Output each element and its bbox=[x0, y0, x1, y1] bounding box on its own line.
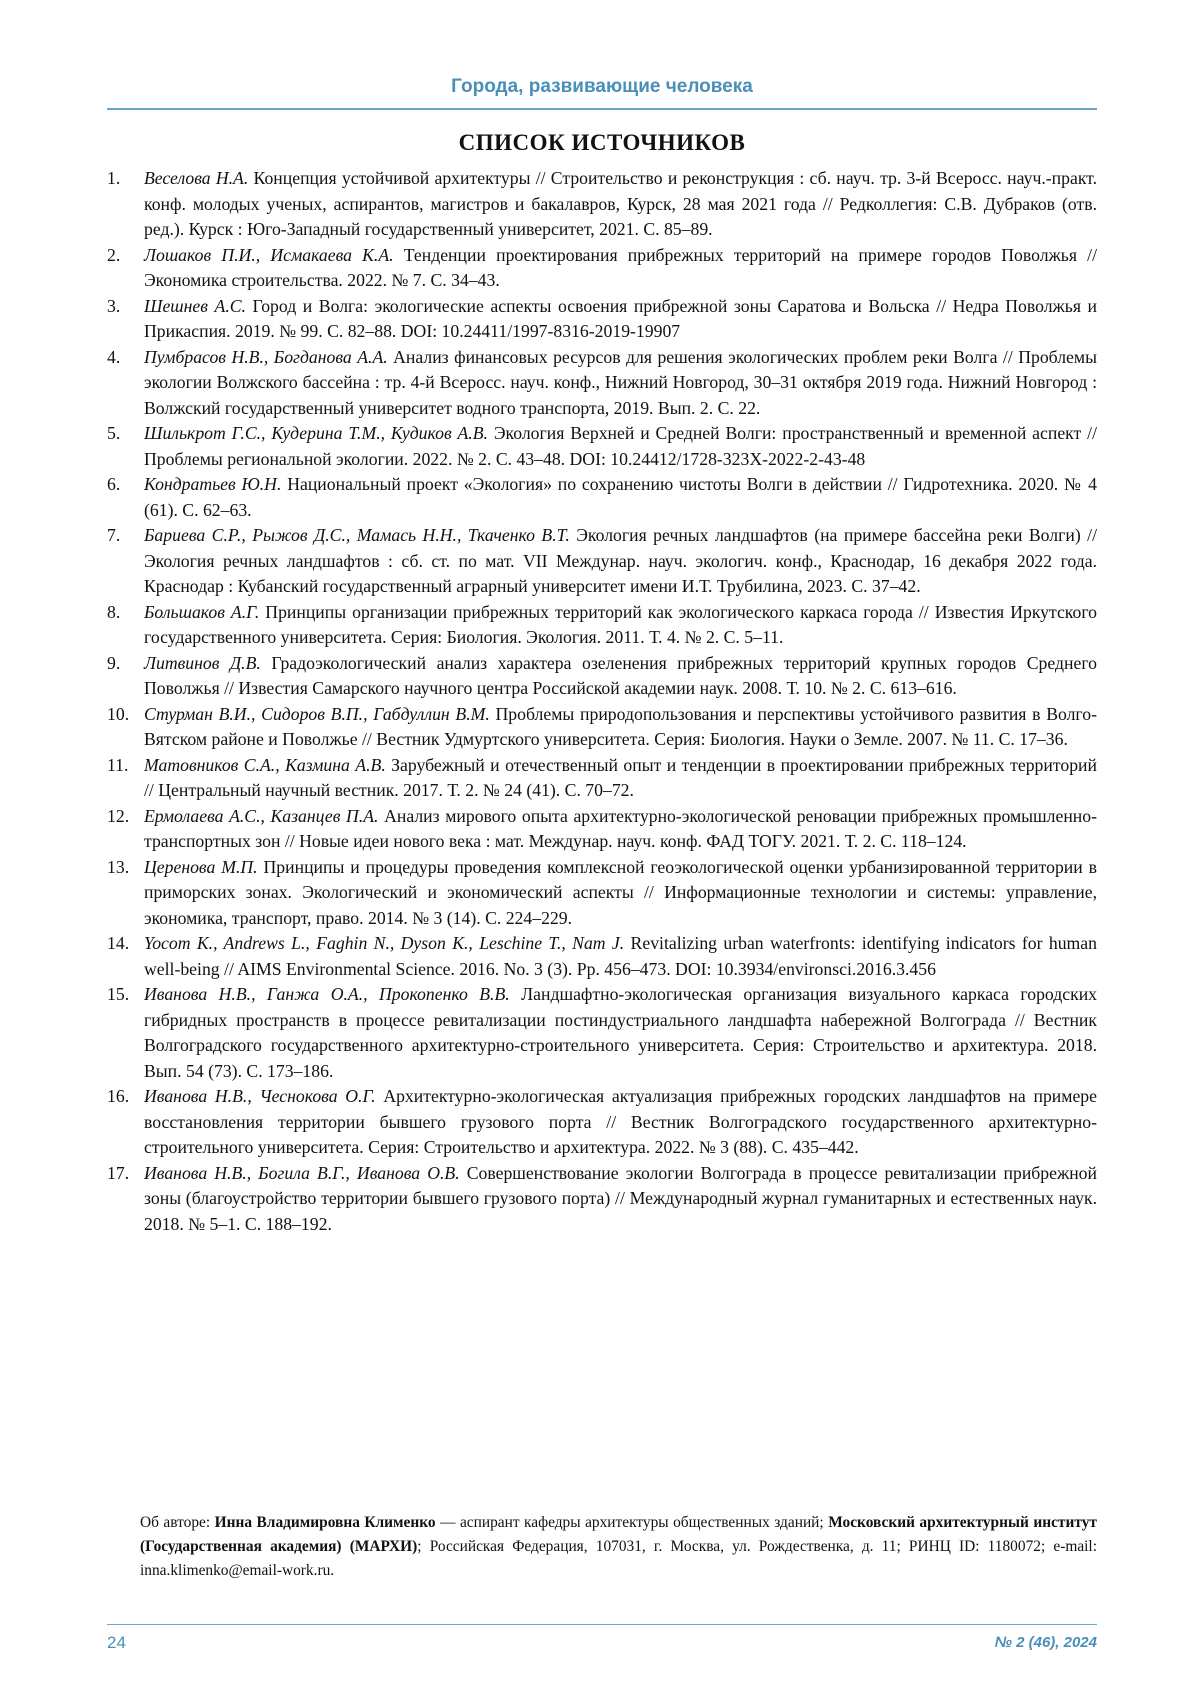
reference-item bbox=[107, 523, 1097, 600]
reference-item bbox=[107, 982, 1097, 1084]
reference-item bbox=[107, 345, 1097, 422]
page-number: 24 bbox=[107, 1633, 126, 1652]
reference-text: Градоэкологический анализ характера озеленения прибрежных территорий крупных городов Среднего Поволжья // Известия Самарского научного центра Российской академии наук. 2008. Т. 10. № 2. С. 613–616. bbox=[144, 652, 1097, 698]
reference-authors: Иванова Н.В., Чеснокова О.Г. bbox=[144, 1086, 376, 1106]
reference-item bbox=[107, 804, 1097, 855]
reference-text: Национальный проект «Экология» по сохранению чистоты Волги в действии // Гидротехника. 2020. № 4 (61). С. 62–63. bbox=[144, 474, 1097, 520]
reference-number: 14. bbox=[107, 933, 130, 953]
reference-item bbox=[107, 243, 1097, 294]
reference-text: Принципы и процедуры проведения комплексной геоэкологической оценки урбанизированной территории в приморских зонах. Экологический и экономический аспекты // Информационные технологии и системы: управление, экономика, транспорт, право. 2014. № 3 (14). С. 224–229. bbox=[144, 856, 1097, 928]
reference-number: 10. bbox=[107, 703, 130, 724]
reference-text: Зарубежный и отечественный опыт и тенденции в проектировании прибрежных территорий // Центральный научный вестник. 2017. Т. 2. № 24 (41). С. 70–72. bbox=[144, 754, 1097, 800]
reference-authors: Церенова М.П. bbox=[144, 856, 258, 877]
reference-authors: Стурман В.И., Сидоров В.П., Габдуллин В.М. bbox=[144, 703, 490, 724]
reference-item bbox=[107, 651, 1097, 702]
reference-number: 9. bbox=[107, 652, 121, 673]
reference-text: Город и Волга: экологические аспекты освоения прибрежной зоны Саратова и Вольска // Недра Поволжья и Прикаспия. 2019. № 99. С. 82–88. DOI: 10.24411/1997-8316-2019-19907 bbox=[144, 295, 1097, 341]
reference-authors: Шилькрот Г.С., Кудерина Т.М., Кудиков А.В. bbox=[144, 423, 488, 443]
reference-number: 5. bbox=[107, 423, 121, 443]
reference-authors: Лошаков П.И., Исмакаева К.А. bbox=[144, 244, 394, 265]
reference-authors: Пумбрасов Н.В., Богданова А.А. bbox=[144, 346, 388, 367]
reference-text: Revitalizing urban waterfronts: identifying indicators for human well-being // AIMS Environmental Science. 2016. No. 3 (3). Pp. 456–473. DOI: 10.3934/environsci.2016.3.456 bbox=[144, 933, 1098, 979]
issue-number: № 2 (46), 2024 bbox=[994, 1634, 1097, 1651]
section-title: СПИСОК ИСТОЧНИКОВ bbox=[458, 130, 746, 155]
about-author-label: Об авторе: bbox=[140, 1514, 215, 1531]
reference-item bbox=[107, 421, 1097, 472]
reference-authors: Иванова Н.В., Ганжа О.А., Прокопенко В.В. bbox=[144, 984, 510, 1004]
reference-text: Принципы организации прибрежных территорий как экологического каркаса города // Известия Иркутского государственного университета. Серия: Биология. Экология. 2011. Т. 4. № 2. С. 5–11. bbox=[144, 601, 1097, 647]
reference-item bbox=[107, 472, 1097, 523]
reference-authors: Веселова Н.А. bbox=[144, 168, 249, 188]
reference-item bbox=[107, 753, 1097, 804]
reference-authors: Большаков А.Г. bbox=[144, 601, 260, 622]
reference-number: 16. bbox=[107, 1086, 130, 1106]
reference-text: Экология Верхней и Средней Волги: пространственный и временной аспект // Проблемы региональной экологии. 2022. № 2. С. 43–48. DOI: 10.24412/1728-323X-2022-2-43-48 bbox=[144, 423, 1097, 469]
reference-item bbox=[107, 855, 1097, 932]
reference-authors: Yocom K., Andrews L., Faghin N., Dyson K., Leschine T., Nam J. bbox=[144, 933, 625, 953]
reference-number: 8. bbox=[107, 601, 121, 622]
reference-authors: Ермолаева А.С., Казанцев П.А. bbox=[144, 805, 379, 826]
reference-text: Проблемы природопользования и перспективы устойчивого развития в Волго-Вятском районе и Поволжье // Вестник Удмуртского университета. Серия: Биология. Науки о Земле. 2007. № 11. С. 17–36. bbox=[144, 703, 1097, 749]
reference-authors: Кондратьев Ю.Н. bbox=[144, 474, 282, 494]
reference-item bbox=[107, 600, 1097, 651]
reference-item bbox=[107, 166, 1097, 243]
header-divider bbox=[107, 108, 1097, 110]
reference-text: Экология речных ландшафтов (на примере бассейна реки Волги) // Экология речных ландшафтов : сб. ст. по мат. VII Междунар. науч. экологич. конф., Краснодар, 16 декабря 2022 года. Краснодар : Кубанский государственный аграрный университет имени И.Т. Трубилина, 2023. С. 37–42. bbox=[144, 525, 1097, 596]
reference-number: 3. bbox=[107, 295, 121, 316]
reference-text: Анализ финансовых ресурсов для решения экологических проблем реки Волга // Проблемы экологии Волжского бассейна : тр. 4-й Всеросс. науч. конф., Нижний Новгород, 30–31 октября 2019 года. Нижний Новгород : Волжский государственный университет водного транспорта, 2019. Вып. 2. С. 22. bbox=[144, 346, 1097, 418]
reference-number: 13. bbox=[107, 856, 130, 877]
reference-item bbox=[107, 1161, 1097, 1238]
author-institution: Московский архитектурный институт (Государственная академия) (МАРХИ) bbox=[140, 1514, 1097, 1555]
reference-number: 6. bbox=[107, 474, 121, 494]
reference-number: 11. bbox=[107, 754, 129, 775]
reference-authors: Бариева С.Р., Рыжов Д.С., Мамась Н.Н., Ткаченко В.Т. bbox=[144, 525, 570, 545]
reference-authors: Литвинов Д.В. bbox=[144, 652, 261, 673]
reference-text: Совершенствование экологии Волгограда в процессе ревитализации прибрежной зоны (благоустройство территории бывшего грузового порта) // Международный журнал гуманитарных и естественных наук. 2018. № 5–1. С. 188–192. bbox=[144, 1162, 1097, 1234]
reference-number: 12. bbox=[107, 805, 130, 826]
reference-text: Анализ мирового опыта архитектурно-экологической реновации прибрежных промышленно-транспортных зон // Новые идеи нового века : мат. Междунар. науч. конф. ФАД ТОГУ. 2021. Т. 2. С. 118–124. bbox=[144, 805, 1097, 851]
footer-divider bbox=[107, 1624, 1097, 1625]
about-author bbox=[140, 1511, 1097, 1583]
reference-authors: Иванова Н.В., Богила В.Г., Иванова О.В. bbox=[144, 1162, 460, 1183]
reference-number: 4. bbox=[107, 346, 121, 367]
reference-list bbox=[107, 166, 1097, 1237]
reference-item bbox=[107, 1084, 1097, 1161]
reference-item bbox=[107, 294, 1097, 345]
reference-number: 1. bbox=[107, 168, 121, 188]
running-head: Города, развивающие человека bbox=[451, 76, 753, 97]
reference-item bbox=[107, 931, 1097, 982]
reference-number: 7. bbox=[107, 525, 121, 545]
reference-number: 15. bbox=[107, 984, 130, 1004]
reference-text: Архитектурно-экологическая актуализация прибрежных городских ландшафтов на примере восстановления территории бывшего грузового порта // Вестник Волгоградского государственного архитектурно-строительного университета. Серия: Строительство и архитектура. 2022. № 3 (88). С. 435–442. bbox=[144, 1086, 1097, 1157]
author-name: Инна Владимировна Клименко bbox=[214, 1514, 436, 1531]
author-address: ; Российская Федерация, 107031, г. Москва, ул. Рождественка, д. 11; РИНЦ ID: 1180072; e-mail: inna.klimenko@email-work.ru. bbox=[140, 1538, 1097, 1579]
reference-text: Тенденции проектирования прибрежных территорий на примере городов Поволжья // Экономика строительства. 2022. № 7. С. 34–43. bbox=[144, 244, 1097, 290]
reference-number: 17. bbox=[107, 1162, 130, 1183]
reference-item bbox=[107, 702, 1097, 753]
reference-text: Ландшафтно-экологическая организация визуального каркаса городских гибридных пространств в процессе ревитализации постиндустриального ландшафта набережной Волгограда // Вестник Волгоградского государственного архитектурно-строительного университета. Серия: Строительство и архитектура. 2018. Вып. 54 (73). С. 173–186. bbox=[144, 984, 1097, 1081]
reference-authors: Шешнев А.С. bbox=[144, 295, 246, 316]
reference-authors: Матовников С.А., Казмина А.В. bbox=[144, 754, 386, 775]
reference-text: Концепция устойчивой архитектуры // Строительство и реконструкция : сб. науч. тр. 3-й Всеросс. науч.-практ. конф. молодых ученых, аспирантов, магистров и бакалавров, Курск, 28 мая 2021 года // Редколлегия: С.В. Дубраков (отв. ред.). Курск : Юго-Западный государственный университет, 2021. С. 85–89. bbox=[144, 168, 1097, 239]
author-position: — аспирант кафедры архитектуры общественных зданий; bbox=[435, 1514, 829, 1531]
reference-number: 2. bbox=[107, 244, 121, 265]
